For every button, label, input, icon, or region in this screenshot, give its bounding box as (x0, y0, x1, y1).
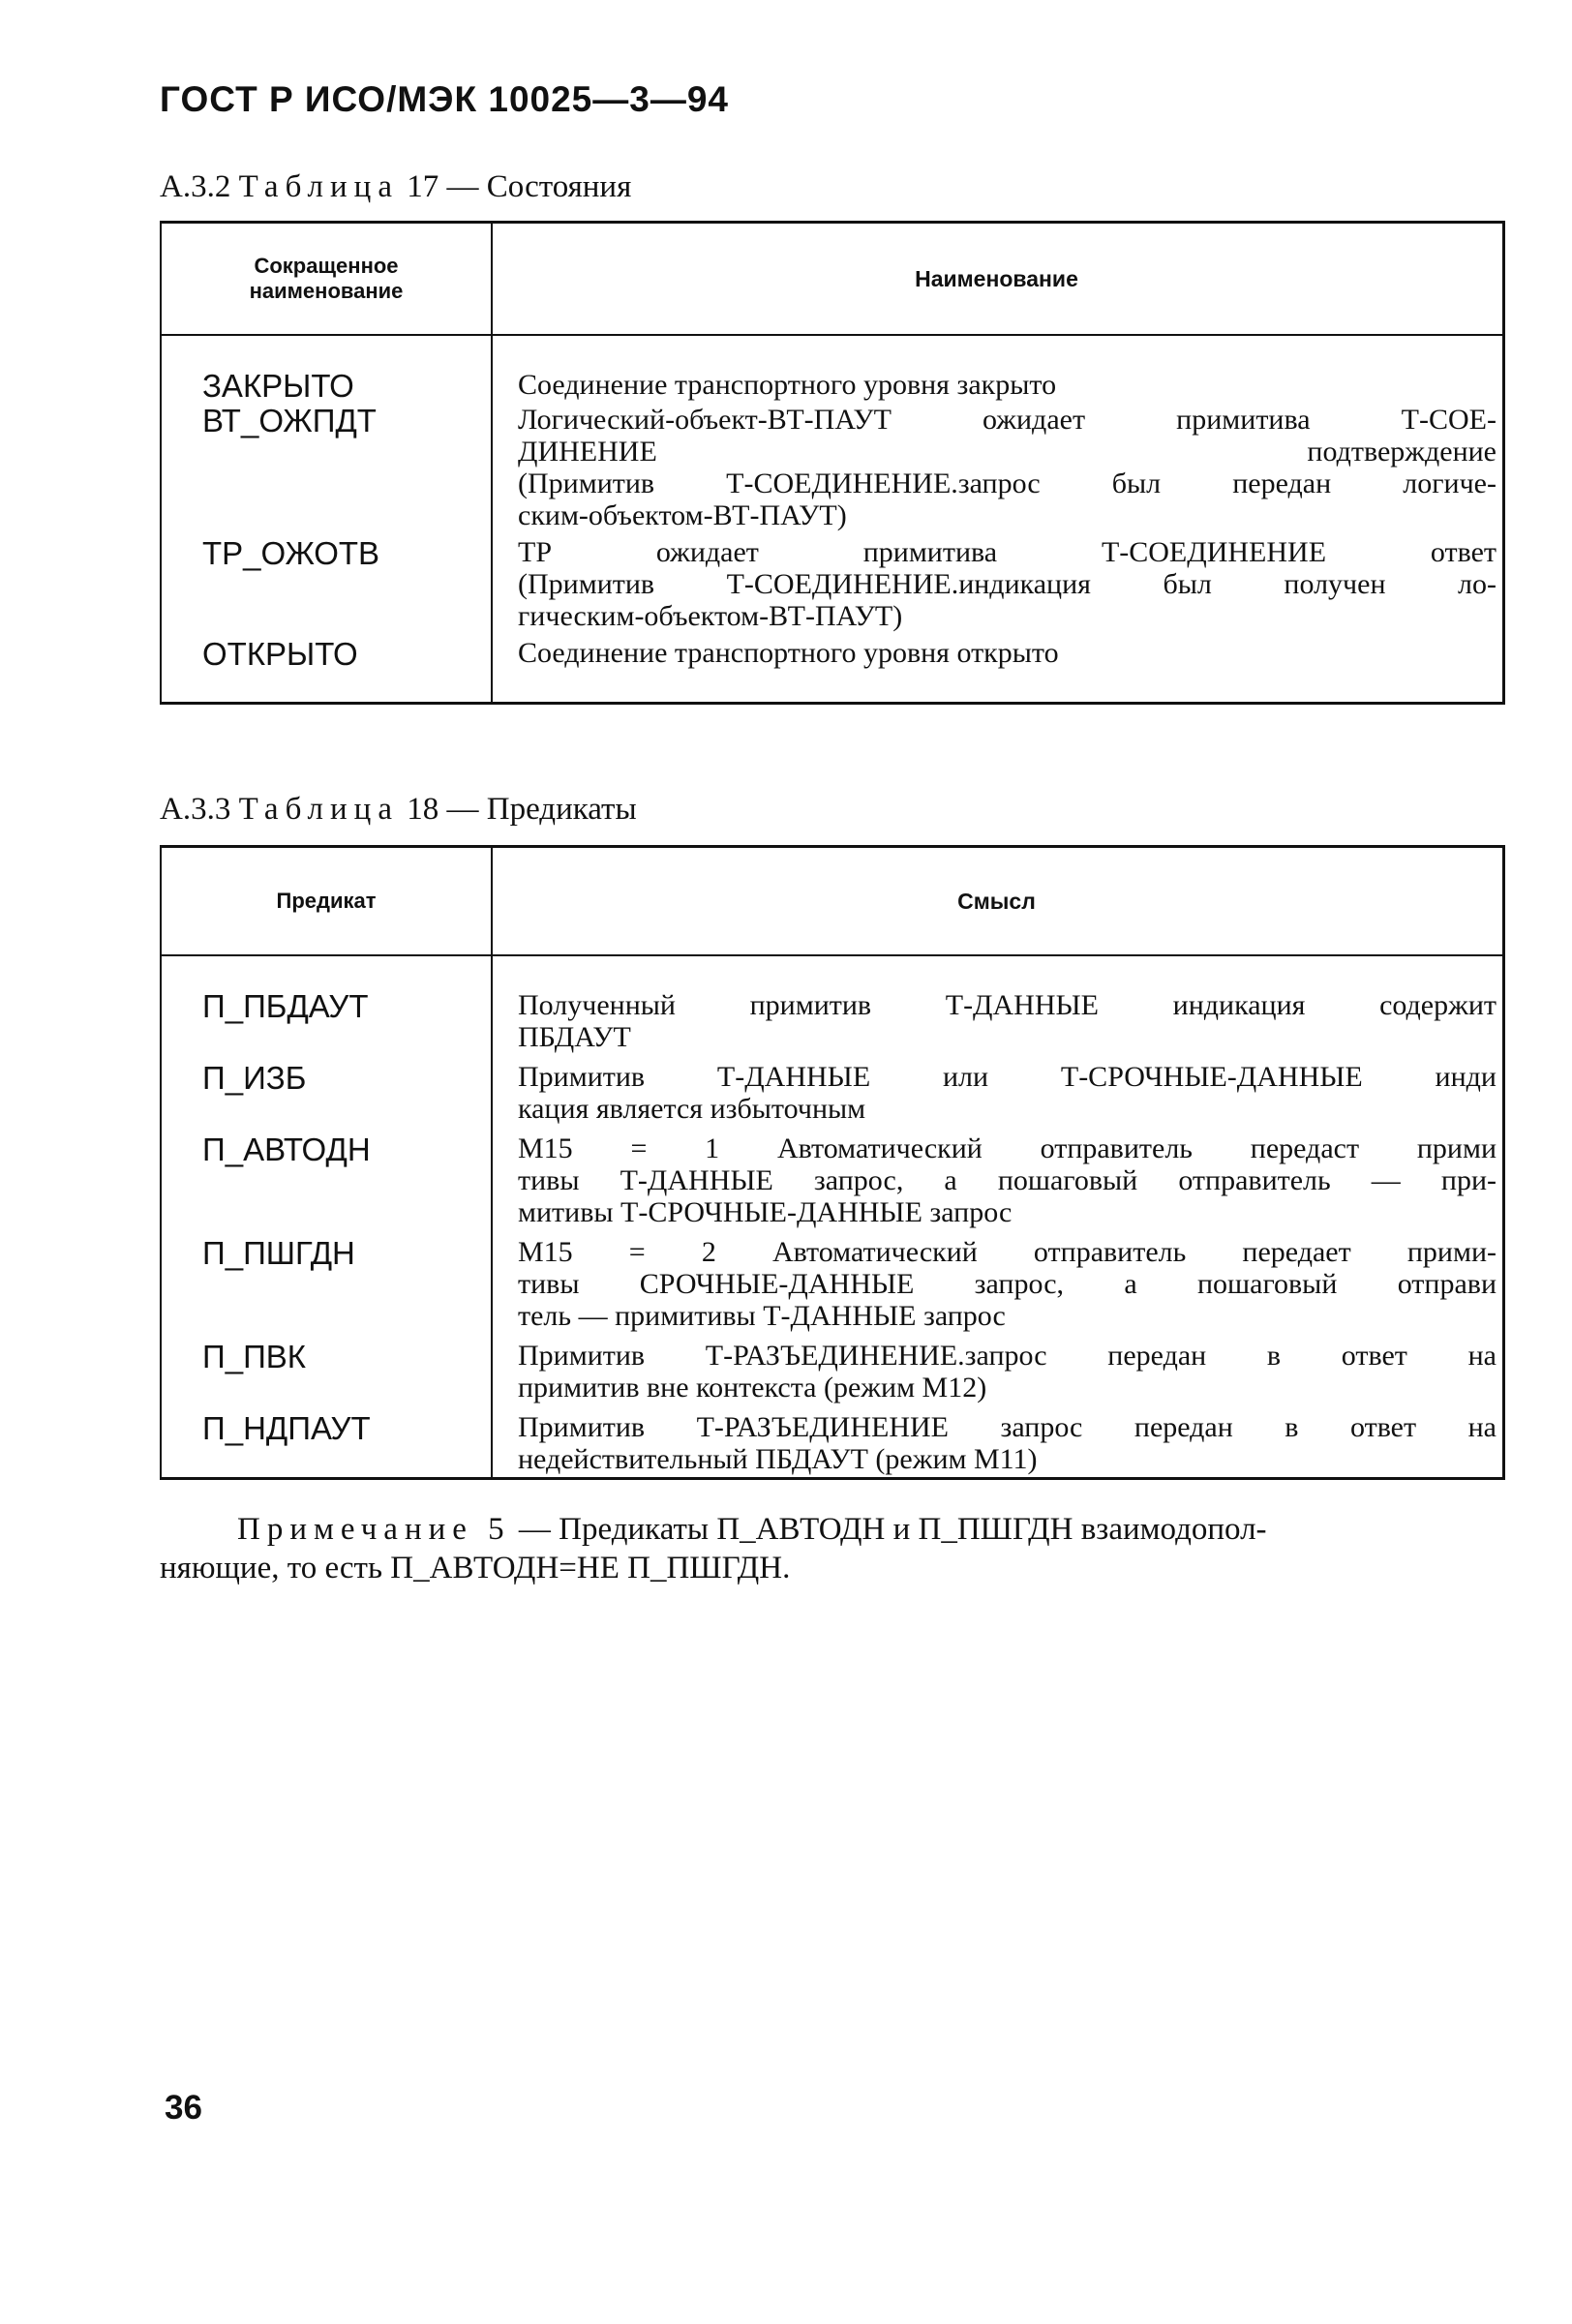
description-line: (Примитив Т-СОЕДИНЕНИЕ.индикация был получен ло- (518, 568, 1496, 600)
table-row (162, 369, 1502, 404)
table17-caption-num: А.3.2 (160, 169, 231, 204)
row-abbreviation: ОТКРЫТО (202, 636, 358, 672)
description-line: Примитив Т-РАЗЪЕДИНЕНИЕ запрос передан в ответ на (518, 1411, 1496, 1443)
table17-caption-rest: 17 — Состояния (407, 169, 632, 204)
table17 (160, 221, 1505, 705)
description-line: Полученный примитив Т-ДАННЫЕ индикация содержит (518, 989, 1496, 1021)
description-line: ским-объектом-ВТ-ПАУТ) (518, 499, 847, 531)
document-header: ГОСТ Р ИСО/МЭК 10025—3—94 (160, 79, 729, 119)
table18-caption-word: Таблица (238, 792, 399, 827)
description-line: кация является избыточным (518, 1093, 866, 1125)
description-line: тель — примитивы Т-ДАННЫЕ запрос (518, 1300, 1006, 1332)
table18-caption-num: А.3.3 (160, 792, 231, 827)
note-line1 (160, 1510, 1505, 1549)
description-line: Соединение транспортного уровня открыто (518, 637, 1059, 669)
row-abbreviation: П_ПБДАУТ (202, 988, 369, 1024)
note-text-line2: няющие, то есть П_АВТОДН=НЕ П_ПШГДН. (160, 1551, 791, 1585)
description-line: М15 = 2 Автоматический отправитель передает прими- (518, 1236, 1496, 1268)
table-row (162, 404, 1502, 531)
table-row (162, 1340, 1502, 1403)
note-label: Примечание 5 (237, 1512, 511, 1547)
row-description (491, 369, 1502, 404)
description-line: тивы СРОЧНЫЕ-ДАННЫЕ запрос, а пошаговый отправи (518, 1268, 1496, 1300)
table-row (162, 637, 1502, 672)
row-description (491, 1340, 1502, 1403)
table-row (162, 1061, 1502, 1125)
row-description (491, 404, 1502, 531)
row-abbreviation: П_ПШГДН (202, 1235, 355, 1271)
row-description (491, 1411, 1502, 1475)
row-abbreviation: ТР_ОЖОТВ (202, 535, 380, 571)
table-row (162, 1132, 1502, 1228)
table-row (162, 1411, 1502, 1475)
table17-body (162, 336, 1502, 672)
note (160, 1510, 1505, 1587)
table18-col2-header: Смысл (957, 888, 1036, 914)
description-line: митивы Т-СРОЧНЫЕ-ДАННЫЕ запрос (518, 1196, 1013, 1228)
row-abbreviation: П_АВТОДН (202, 1132, 371, 1167)
description-line: Примитив Т-ДАННЫЕ или Т-СРОЧНЫЕ-ДАННЫЕ инди (518, 1061, 1496, 1093)
description-line: М15 = 1 Автоматический отправитель передаст прими (518, 1132, 1496, 1164)
row-description (491, 1236, 1502, 1332)
description-line: (Примитив Т-СОЕДИНЕНИЕ.запрос был передан логиче- (518, 468, 1496, 499)
table-row (162, 536, 1502, 632)
table17-caption-word: Таблица (238, 169, 399, 204)
note-text-line1: — Предикаты П_АВТОДН и П_ПШГДН взаимодопол- (510, 1512, 1267, 1547)
description-line: ПБДАУТ (518, 1021, 631, 1053)
description-line: Соединение транспортного уровня закрыто (518, 369, 1057, 401)
table17-col1-header-line1: Сокращенное (254, 254, 399, 278)
description-line: тивы Т-ДАННЫЕ запрос, а пошаговый отправитель — при- (518, 1164, 1496, 1196)
table17-header (162, 224, 1502, 336)
table18-caption (160, 792, 637, 828)
table-row (162, 1236, 1502, 1332)
row-description (491, 989, 1502, 1053)
table18 (160, 845, 1505, 1480)
row-description (491, 1132, 1502, 1228)
description-line: Примитив Т-РАЗЪЕДИНЕНИЕ.запрос передан в ответ на (518, 1340, 1496, 1372)
row-abbreviation: П_ПВК (202, 1339, 307, 1374)
description-line: ТР ожидает примитива Т-СОЕДИНЕНИЕ ответ (518, 536, 1496, 568)
row-description (491, 637, 1502, 672)
table18-caption-rest: 18 — Предикаты (407, 792, 637, 827)
row-abbreviation: ВТ_ОЖПДТ (202, 403, 377, 438)
table17-col1-header-line2: наименование (249, 279, 404, 303)
description-line: примитив вне контекста (режим М12) (518, 1372, 987, 1403)
table17-col1-header (162, 254, 491, 304)
description-line: гическим-объектом-ВТ-ПАУТ) (518, 600, 903, 632)
table17-col2-header: Наименование (915, 265, 1078, 291)
table18-col1-header: Предикат (276, 889, 377, 913)
row-description (491, 1061, 1502, 1125)
table17-caption (160, 169, 631, 205)
table18-header (162, 848, 1502, 956)
row-abbreviation: П_ИЗБ (202, 1060, 307, 1096)
description-line: Логический-объект-ВТ-ПАУТ ожидает примитива Т-СОЕ- (518, 404, 1496, 436)
row-abbreviation: ЗАКРЫТО (202, 368, 354, 404)
row-description (491, 536, 1502, 632)
description-line: недействительный ПБДАУТ (режим М11) (518, 1443, 1038, 1475)
table18-body (162, 956, 1502, 1475)
row-abbreviation: П_НДПАУТ (202, 1410, 371, 1446)
page-number: 36 (165, 2089, 202, 2127)
table-row (162, 989, 1502, 1053)
description-line: ДИНЕНИЕ подтверждение (518, 436, 1496, 468)
